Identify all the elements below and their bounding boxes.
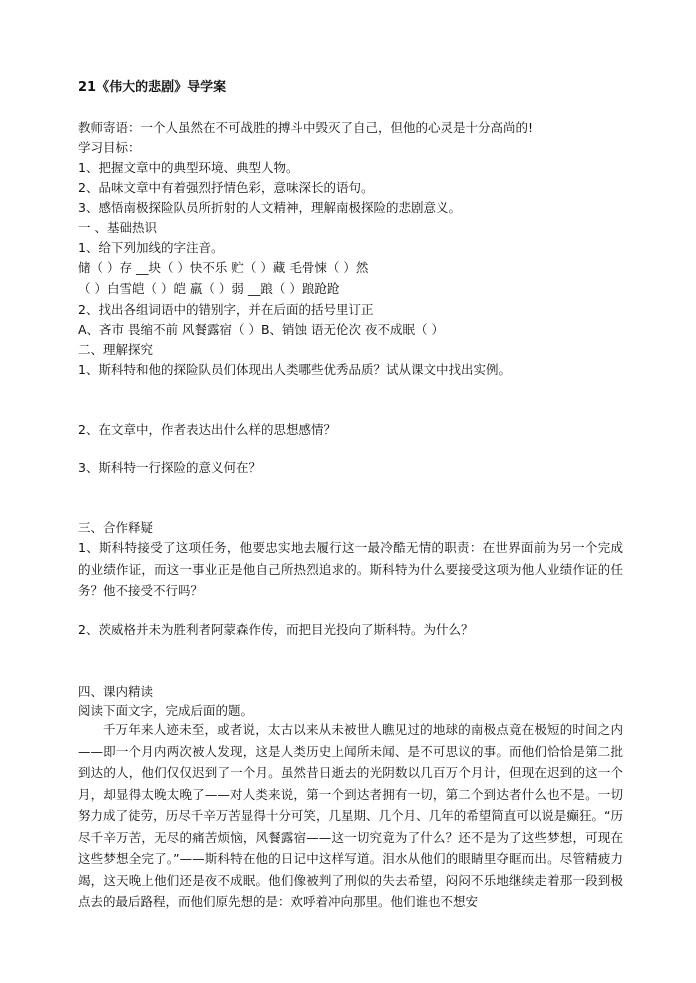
question-label: 2、找出各组词语中的错别字，并在后面的括号里订正	[78, 302, 374, 317]
phonetic-row: （ ）白雪皑（ ）皑 羸（ ）弱 __踉（ ）踉跄跄	[78, 281, 340, 296]
section2-heading: 二、理解探究	[78, 342, 154, 357]
question-item: 1、斯科特接受了这项任务，他要忠实地去履行这一最冷酷无情的职责：在世界面前为另一个完成的业绩作证，而这一事业正是他自己所热烈追求的。斯科特为什么要接受这项为他人业绩作证的任务？他不接受不行吗？	[78, 540, 623, 598]
goals-heading: 学习目标：	[78, 140, 141, 155]
section3-heading: 三、合作释疑	[78, 520, 154, 535]
reading-passage: 千万年来人迹未至，或者说，太古以来从未被世人瞧见过的地球的南极点竟在极短的时间之内——即一个月内两次被人发现，这是人类历史上闻所未闻、是不可思议的事。而他们恰恰是第二批到达的人，他们仅仅迟到了一个月。虽然昔日逝去的光阴数以几百万个月计，但现在迟到的这一个月，却显得太晚太晚了——对人类来说，第一个到达者拥有一切，第二个到达者什么也不是。一切努力成了徒劳，历尽千辛万苦显得十分可笑，几星期、几个月、几年的希望简直可以说是癫狂。“历尽千辛万苦，无尽的痛苦烦恼，风餐露宿——这一切究竟为了什么？还不是为了这些梦想，可现在这些梦想全完了。”——斯科特在他的日记中这样写道。泪水从他们的眼睛里夺眶而出。尽管精疲力竭，这天晚上他们还是夜不成眠。他们像被判了刑似的失去希望，闷闷不乐地继续走着那一段到极点去的最后路程，而他们原先想的是：欢呼着冲向那里。他们谁也不想安	[78, 722, 623, 909]
goal-item: 1、把握文章中的典型环境、典型人物。	[78, 160, 299, 175]
phonetic-row: 储（ ）存 __块（ ）快不乐 贮（ ）藏 毛骨悚（ ）然	[78, 260, 369, 275]
question-item: 1、斯科特和他的探险队员们体现出人类哪些优秀品质？试从课文中找出实例。	[78, 362, 511, 377]
question-items: A、吝市 畏缩不前 风餐露宿（ ）B、销蚀 语无伦次 夜不成眠（ ）	[78, 322, 444, 337]
teacher-message: 教师寄语：一个人虽然在不可战胜的搏斗中毁灭了自己，但他的心灵是十分高尚的!	[78, 120, 534, 135]
section4-heading: 四、课内精读	[78, 684, 154, 699]
goal-item: 2、品味文章中有着强烈抒情色彩，意味深长的语句。	[78, 180, 374, 195]
goal-item: 3、感悟南极探险队员所折射的人文精神，理解南极探险的悲剧意义。	[78, 200, 461, 215]
question-item: 2、茨威格并未为胜利者阿蒙森作传，而把目光投向了斯科特。为什么？	[78, 622, 474, 637]
reading-intro: 阅读下面文字，完成后面的题。	[78, 703, 254, 718]
question-item: 3、斯科特一行探险的意义何在？	[78, 460, 261, 475]
page-title: 21《伟大的悲剧》导学案	[78, 80, 227, 95]
question-item: 2、在文章中，作者表达出什么样的思想感情？	[78, 422, 336, 437]
section1-heading: 一 、基础热识	[78, 220, 157, 235]
question-label: 1、给下列加线的字注音。	[78, 240, 224, 255]
